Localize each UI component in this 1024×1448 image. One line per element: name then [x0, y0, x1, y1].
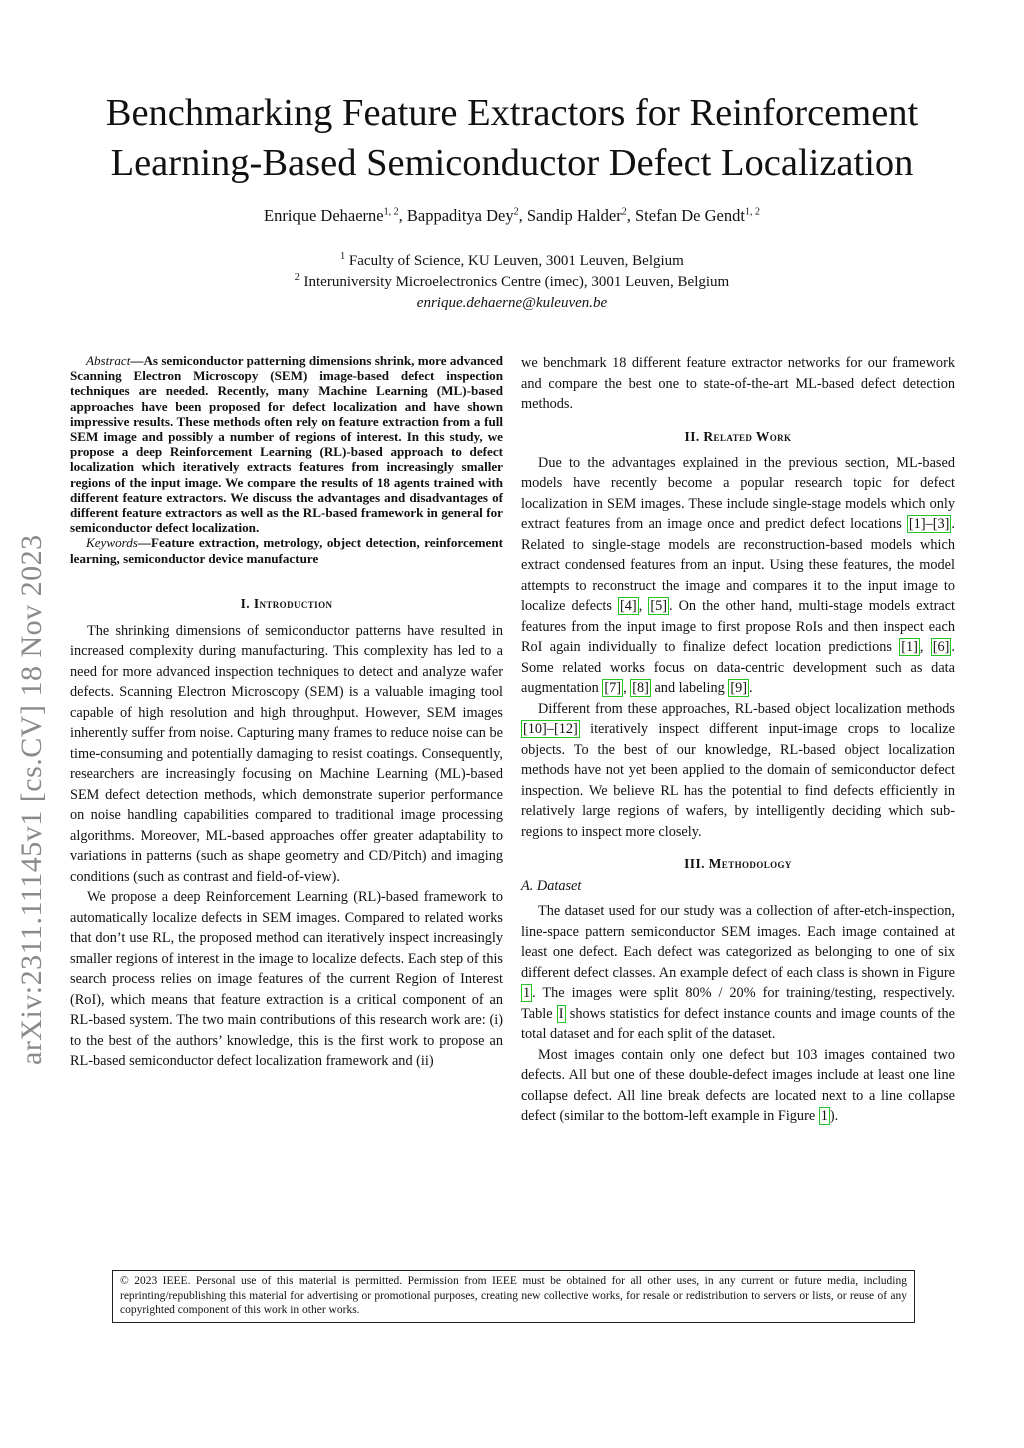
title-line-1: Benchmarking Feature Extractors for Reinforcement	[105, 92, 919, 134]
author-name: Enrique Dehaerne	[264, 206, 384, 225]
citation-link[interactable]: [6]	[932, 639, 950, 655]
right-column	[521, 353, 955, 1127]
figure-reference-link[interactable]: 1	[820, 1108, 828, 1124]
author-name: Bappaditya Dey	[406, 206, 514, 225]
citation-link[interactable]: [8]	[632, 680, 649, 696]
copyright-notice: © 2023 IEEE. Personal use of this material is permitted. Permission from IEEE must be obtained for all other uses, in any current or future media, including reprinting/republishing this material for advertising or promotional purposes, creating new collective works, for resale or redistribution to servers or lists, or reuse of any copyrighted component of this work in other works.	[112, 1270, 915, 1323]
related-paragraph-1: Due to the advantages explained in the previous section, ML-based models have recently become a popular research topic for defect localization in SEM images. These include single-stage models which only extract features from an image once and predict defect locations [1]–[3] . Related to single-stage models are reconstruction-based models which extract condensed features from an input. Using these features, the model attempts to reconstruct the image and compares it to the input image to localize defects [4] , [5] . On the other hand, multi-stage models extract features from the input image to first propose RoIs and then inspect each RoI again individually to finalize defect location predictions [1] , [6] . Some related works focus on data-centric development such as data augmentation [7] , [8] and labeling [9] .	[521, 454, 956, 696]
section-heading-related-work: II. Related Work	[684, 428, 792, 444]
citation-link[interactable]: [1]–[3]	[908, 516, 950, 532]
author-affiliation-mark: 2	[513, 206, 519, 218]
affiliation-1: $^1$ Faculty of Science, KU Leuven, 3001 Leuven, Belgium	[340, 251, 684, 269]
intro-paragraph-2: We propose a deep Reinforcement Learning (RL)-based framework to automatically localize defects in SEM images. Compared to related works that don’t use RL, the proposed method can iteratively inspect increasingly smaller regions of interest in the image to localize defects. Each step of this search process relies on image features of the current Region of Interest (RoI), which means that feature extraction is a critical component of an RL-based system. The two main contributions of this research work are: (i) to the best of the authors’ knowledge, this is the first work to propose an RL-based semiconductor defect localization framework and (ii)	[70, 889, 503, 1070]
citation-link[interactable]: [4]	[620, 598, 637, 614]
author-affiliation-mark: 1, 2	[744, 206, 760, 218]
subsection-heading-dataset: A. Dataset	[521, 878, 582, 894]
contact-email: enrique.dehaerne@kuleuven.be	[416, 295, 608, 311]
section-heading-methodology: III. Methodology	[684, 856, 792, 871]
figure-reference-link[interactable]: 1	[523, 985, 531, 1001]
keywords: Keywords—Feature extraction, metrology, object detection, reinforcement learning, semiconductor device manufacture	[70, 535, 503, 566]
related-paragraph-2: Different from these approaches, RL-based object localization methods [10]–[12] iteratively inspect different input-image crops to localize objects. To the best of our knowledge, RL-based object localization methods have not yet been applied to the domain of semiconductor defect inspection. We believe RL has the potential to find defects efficiently in relatively large regions of wafers, by intelligently deciding which sub-regions to inspect more closely.	[521, 700, 955, 840]
intro-paragraph-1: The shrinking dimensions of semiconductor patterns have resulted in increased complexity during manufacturing. This complexity has led to a need for more advanced inspection techniques to detect and analyze wafer defects. Scanning Electron Microscopy (SEM) is a valuable imaging tool capable of high resolution and high throughput. However, SEM images inherently suffer from noise. Capturing many frames to reduce noise can be time-consuming and potentially damaging to resist coatings. Consequently, researchers are increasingly focusing on Machine Learning (ML)-based SEM defect detection methods, which demonstrate superior performance on noise handling capabilities compared to traditional image processing algorithms. Moreover, ML-based approaches offer greater adaptability to variations in patterns (such as shape geometry and CD/Pitch) and imaging conditions (such as contrast and field-of-view).	[70, 622, 503, 885]
dataset-paragraph-2: Most images contain only one defect but 103 images contained two defects. All but one of these double-defect images include at least one line collapse defect. All line break defects are located next to a line collapse defect (similar to the bottom-left example in Figure 1 ).	[521, 1046, 955, 1124]
table-reference-link[interactable]: I	[558, 1005, 564, 1022]
title-line-2: Learning-Based Semiconductor Defect Localization	[110, 142, 914, 184]
author-name: Sandip Halder	[526, 206, 622, 225]
citation-link[interactable]: [10]–[12]	[523, 721, 578, 737]
paper-title	[60, 88, 964, 188]
section-heading-introduction: I. Introduction	[240, 595, 333, 611]
author-affiliation-mark: 2	[621, 206, 627, 218]
author-affiliation-mark: 1, 2	[383, 206, 399, 218]
author-name: Stefan De Gendt	[634, 206, 745, 225]
citation-link[interactable]: [5]	[650, 598, 667, 614]
dataset-paragraph-1: The dataset used for our study was a collection of after-etch-inspection, line-space pattern semiconductor SEM images. Each image contained at least one defect. Each defect was categorized as belonging to one of six different defect classes. An example defect of each class is shown in Figure 1 . The images were split 80% / 20% for training/testing, respectively. Table I shows statistics for defect instance counts and image counts of the total dataset and for each split of the dataset.	[521, 903, 955, 1042]
left-column	[70, 353, 503, 1072]
citation-link[interactable]: [9]	[730, 680, 747, 696]
citation-link[interactable]: [1]	[901, 639, 918, 655]
affiliations	[60, 251, 964, 314]
citation-link[interactable]: [7]	[604, 680, 622, 696]
abstract: Abstract—As semiconductor patterning dimensions shrink, more advanced Scanning Electron Microscopy (SEM) image-based defect inspection techniques are needed. Recently, many Machine Learning (ML)-based approaches have been proposed for defect localization and have shown impressive results. These methods often rely on feature extraction from a full SEM image and possibly a number of regions of interest. In this study, we propose a deep Reinforcement Learning (RL)-based approach to defect localization which iteratively extracts features from increasingly smaller regions of the input image. We compare the results of 18 agents trained with different feature extractors. We discuss the advantages and disadvantages of different feature extractors as well as the RL-based framework in general for semiconductor defect localization.	[70, 353, 503, 536]
arxiv-identifier: arXiv:2311.11145v1 [cs.CV] 18 Nov 2023	[15, 534, 48, 1065]
affiliation-2: $^2$ Interuniversity Microelectronics Centre (imec), 3001 Leuven, Belgium	[294, 272, 730, 290]
intro-paragraph-2-continued: we benchmark 18 different feature extractor networks for our framework and compare the best one to state-of-the-art ML-based defect detection methods.	[521, 355, 955, 412]
author-list: Enrique Dehaerne$^{1, 2}$, Bappaditya Dey$^2$, Sandip Halder$^2$, Stefan De Gendt$^{1, 2}$	[264, 206, 760, 225]
